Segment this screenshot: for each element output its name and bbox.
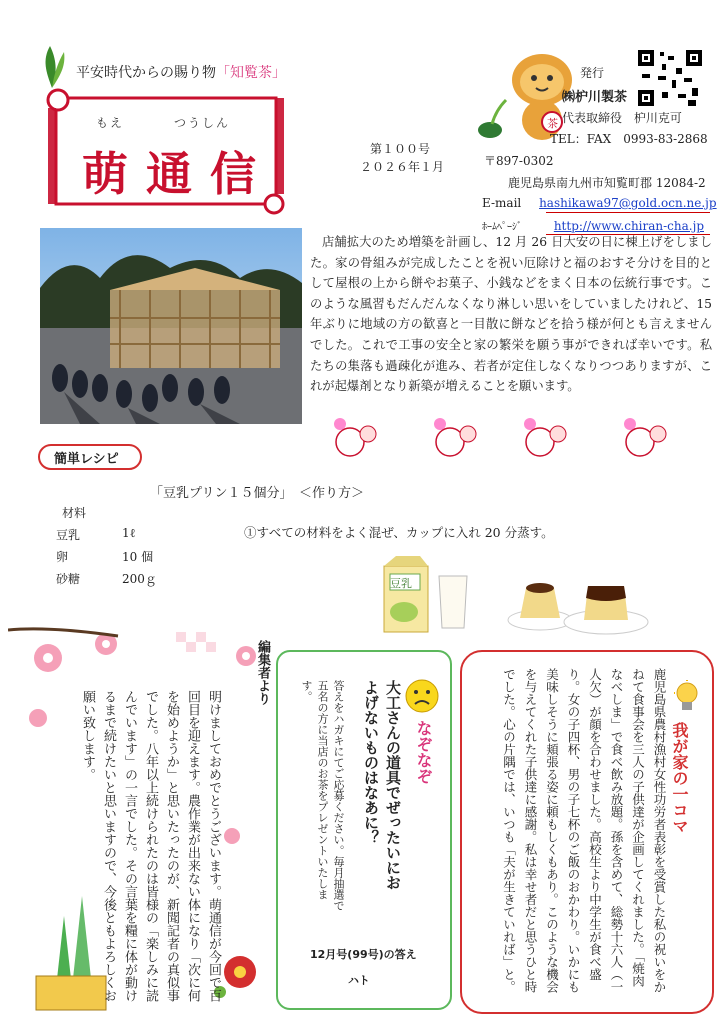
email-rule <box>546 212 710 213</box>
publisher-rep <box>562 109 682 126</box>
milk-glass-illustration <box>436 574 470 630</box>
quiz-answer: ハト <box>348 974 370 987</box>
tagline-highlight: 「知覧茶」 <box>216 65 286 81</box>
rep-role: 代表取締役 <box>562 111 623 125</box>
newsletter-title: 萌通信 <box>82 147 274 201</box>
materials-label: 材料 <box>62 506 87 520</box>
publisher-web <box>482 218 704 233</box>
tagline <box>76 62 286 82</box>
email-link[interactable]: hashikawa97@gold.ocn.ne.jp <box>539 196 717 210</box>
quiz-answer-label: 12月号(99号)の答え <box>310 948 417 961</box>
quiz-prompt: 答えをハガキにてご応募ください。毎月抽選で五名の方に当店のお茶をプレゼントいたします。 <box>300 680 345 911</box>
recipe-title: 「豆乳プリン１５個分」 ＜作り方＞ <box>150 486 364 501</box>
soy-milk-carton-illustration <box>380 556 432 634</box>
title-ruby-tsushin: つうしん <box>174 116 231 130</box>
editor-heading: 編集者より <box>255 640 270 705</box>
publisher-hakko: 発行 <box>580 66 605 80</box>
ceremony-photo <box>40 228 302 424</box>
qr-code-icon <box>636 48 704 108</box>
tea-leaf-icon <box>36 42 70 90</box>
recipe-tag-label: 簡単レシピ <box>54 452 119 467</box>
ingredient-row <box>56 570 176 592</box>
pudding-illustration <box>504 570 654 636</box>
lightbulb-icon <box>674 680 700 716</box>
publisher-postal: 〒897-0302 <box>484 154 554 168</box>
email-label: E-mail <box>482 196 522 210</box>
carton-label: 豆乳 <box>390 577 412 590</box>
tagline-prefix: 平安時代からの賜り物 <box>76 65 216 81</box>
publisher-company: ㈱枦川製茶 <box>562 90 628 105</box>
ingredient-list <box>56 526 176 592</box>
ingredient-name: 卵 <box>56 550 69 564</box>
issue-date: ２０２６年１月 <box>360 160 445 174</box>
family-title: 我が家の一コマ <box>670 722 689 834</box>
mochi-decoration <box>320 410 710 466</box>
web-label: ﾎｰﾑﾍﾟｰｼﾞ <box>482 222 522 233</box>
web-link[interactable]: http://www.chiran-cha.jp <box>553 219 704 233</box>
ingredient-row <box>56 526 176 548</box>
svg-text:茶: 茶 <box>547 117 558 130</box>
publisher-address: 鹿児島県南九州市知覧町郡 12084-2 <box>508 176 706 190</box>
editor-text: 明けましておめでとうございます。萌通信が今回で百回目を迎えます。農作業が出来ない体になり「次に何を始めようか」と思いたったのが、新聞記者の真似事でした。八年以上続けられたのは皆様の「楽しみに読んでいます」の一言でした。その言葉を糧に体が動けるまで続けたいと思いますので、今後ともよろしくお願い致します。 <box>80 690 221 1002</box>
ingredient-qty: 200ｇ <box>122 572 157 586</box>
publisher-telfax: TEL：FAX 0993-83-2868 <box>550 132 708 146</box>
recipe-tag <box>38 444 142 470</box>
ingredient-name: 砂糖 <box>56 572 81 586</box>
rep-name: 枦川克可 <box>633 111 682 125</box>
publisher-email <box>482 196 717 210</box>
sad-face-icon <box>404 678 440 714</box>
family-text: 鹿児島県農村漁村女性功労者表彰を受賞した私の祝いをかねて食事会を三人の子供達が企画してくれました。「焼肉なべしま」で食べ飲み放題。孫を含めて、総勢十六人（一人欠）が顔を合わせました。高校生より中学生が食べ盛り。女の子四杯、男の子七杯のご飯のおかわり。いかにも美味しそうに頬張る姿に頼もしくもあり。このような機会を与えてくれた子供達に感謝。私は幸せ者だと思うひと時でした。心の片隅では、いつも「夫が生きていれば」と。 <box>501 668 667 993</box>
issue-info <box>360 140 444 176</box>
recipe-step-1: ①すべての材料をよく混ぜ、カップに入れ 20 分蒸す。 <box>244 525 554 540</box>
ingredient-row <box>56 548 176 570</box>
issue-number: 第１００号 <box>370 142 431 156</box>
ingredient-qty: 1ℓ <box>122 526 136 540</box>
ingredient-qty: 10 個 <box>122 550 154 564</box>
quiz-question: 大工さんの道具でぜったいにおよげないものはなあに？ <box>362 680 402 890</box>
article-body: 店舗拡大のため増築を計画し、12 月 26 日大安の日に棟上げをしました。家の骨組みが完成したことを祝い厄除けと福のおすそ分けを目的として屋根の上から餅やお菓子、小銭などをまく日本の伝統行事です。このような風習もだんだんなくなり淋しい思いをしていましたけれど、15 年ぶりに地域の方の歓喜と一目散に餅などを拾う様が何とも言えませんでした。これで工事の安全と家の繁栄を願う事ができれば幸いです。私たちの集落も過疎化が進み、若者が定住しなくなりつつありますが、これが起爆剤となり新築が増えることを願います。 <box>310 235 712 394</box>
title-ruby-moe: もえ <box>96 116 125 130</box>
quiz-title: なぞなぞ <box>414 720 433 784</box>
ingredient-name: 豆乳 <box>56 528 81 542</box>
